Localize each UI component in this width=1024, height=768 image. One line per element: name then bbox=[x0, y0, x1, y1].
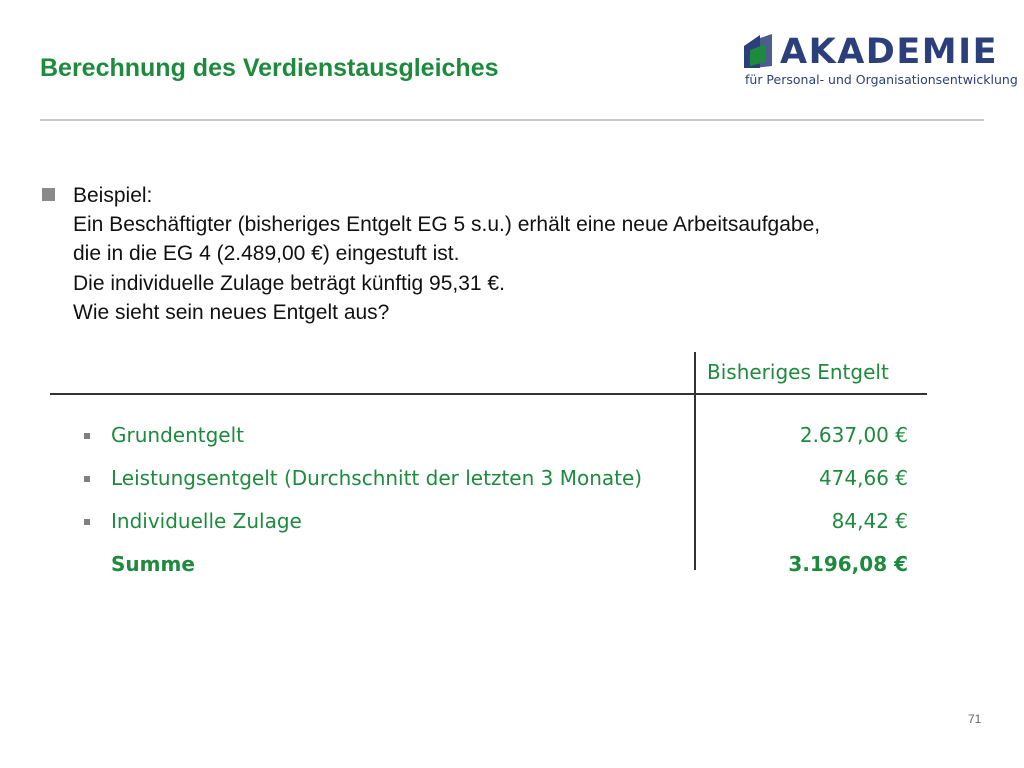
example-line: Beispiel: bbox=[73, 184, 153, 207]
logo-subtitle: für Personal- und Organisationsentwicklung bbox=[745, 72, 1018, 87]
header-divider bbox=[40, 119, 984, 121]
column-header-bisheriges-entgelt: Bisheriges Entgelt bbox=[707, 360, 889, 384]
table-row bbox=[50, 423, 910, 453]
akademie-logo-icon bbox=[744, 32, 776, 68]
row-value: 84,42 € bbox=[831, 509, 908, 533]
row-label: Leistungsentgelt (Durchschnitt der letzten 3 Monate) bbox=[111, 466, 643, 490]
small-square-bullet-icon bbox=[84, 433, 90, 439]
small-square-bullet-icon bbox=[84, 476, 90, 482]
table-header-rule bbox=[50, 393, 927, 395]
row-label: Grundentgelt bbox=[111, 423, 244, 447]
salary-table bbox=[50, 352, 930, 582]
page-number: 71 bbox=[968, 712, 982, 726]
row-value: 2.637,00 € bbox=[799, 423, 908, 447]
row-value: 474,66 € bbox=[818, 466, 908, 490]
sum-value: 3.196,08 € bbox=[788, 552, 908, 576]
akademie-logo bbox=[744, 30, 1018, 88]
example-line: die in die EG 4 (2.489,00 €) eingestuft ist. bbox=[73, 242, 460, 266]
page-title: Berechnung des Verdienstausgleiches bbox=[40, 54, 499, 82]
example-line: Ein Beschäftigter (bisheriges Entgelt EG 5 s.u.) erhält eine neue Arbeitsaufgabe, bbox=[73, 213, 821, 237]
table-row bbox=[50, 466, 910, 496]
logo-name: AKADEMIE bbox=[780, 32, 999, 72]
row-label: Individuelle Zulage bbox=[111, 509, 302, 533]
example-line: Die individuelle Zulage beträgt künftig 95,31 €. bbox=[73, 271, 505, 295]
table-row bbox=[50, 509, 910, 539]
small-square-bullet-icon bbox=[84, 519, 90, 525]
example-bullet bbox=[40, 181, 1000, 327]
square-bullet-icon bbox=[42, 188, 55, 201]
example-text bbox=[73, 181, 1000, 327]
sum-label: Summe bbox=[111, 552, 195, 576]
example-line: Wie sieht sein neues Entgelt aus? bbox=[73, 300, 390, 324]
table-sum-row bbox=[50, 552, 910, 582]
